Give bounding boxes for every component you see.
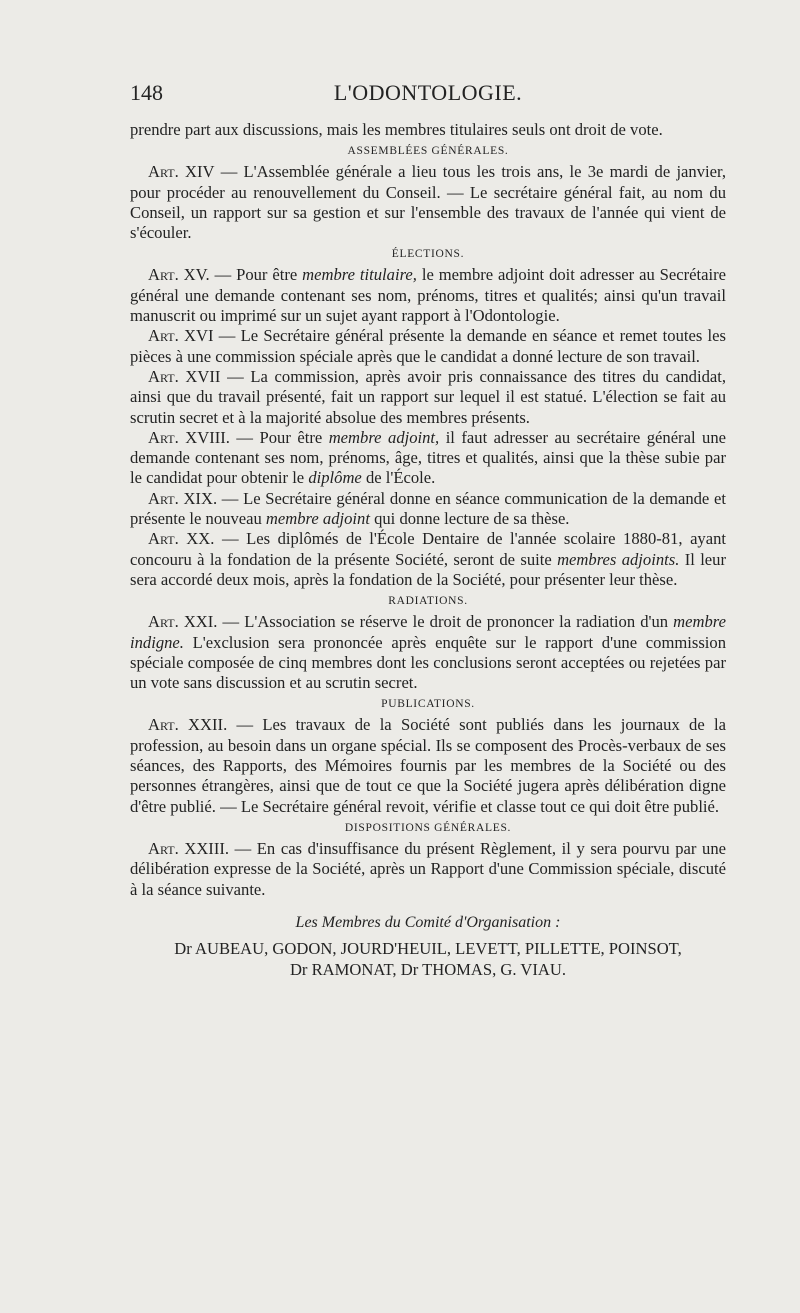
article-text: — En cas d'insuffisance du présent Règlement, il y sera pourvu par une délibération expresse de la Société, après un Rapport d'une Commission spéciale, discuté à la séance suivante. <box>130 838 726 899</box>
section-heading: DISPOSITIONS GÉNÉRALES. <box>344 821 512 834</box>
article-label: Art. XIX. <box>148 488 218 508</box>
article-text: le membre adjoint doit adresser au Secrétaire général une demande contenant ses nom, prénoms, titres et qualités; ainsi qu'un travail manuscrit ou imprimé sur un sujet ayant rapport à l'Odontologie. <box>130 265 727 326</box>
signature-line: Les Membres du Comité d'Organisation : <box>295 913 561 931</box>
article-text: — La commission, après avoir pris connaissance des titres du candidat, ainsi que du travail présenté, fait un rapport sur lequel il est statué. L'élection se fait au scrutin secret et à la majorité absolue des membres présents. <box>130 366 726 427</box>
italic-term: diplôme <box>308 468 362 488</box>
article-paragraph <box>130 326 726 367</box>
running-title: L'ODONTOLOGIE. <box>333 80 523 105</box>
signatories-line-1: Dr AUBEAU, GODON, JOURD'HEUIL, LEVETT, PILLETTE, POINSOT, <box>174 938 682 958</box>
article-label: Art. XVI <box>148 326 214 346</box>
article-text: — Pour être <box>209 265 303 285</box>
article-text: — Les diplômés de l'École Dentaire de l'année scolaire 1880-81, ayant concouru à la fondation de la présente Société, seront de suite <box>130 529 726 569</box>
article-label: Art. XVIII. <box>148 427 230 447</box>
article-text: — Les travaux de la Société sont publiés dans les journaux de la profession, au besoin dans un organe spécial. Ils se composent des Procès-verbaux de ses séances, des Rapports, des Mémoires fournis par les membres de la Société ou des personnes étrangères, ainsi que de tout ce que la Société jugera après délibération digne d'être publié. — Le Secrétaire général revoit, vérifie et classe tout ce qui doit être publié. <box>130 715 726 816</box>
section-heading: PUBLICATIONS. <box>381 698 475 711</box>
italic-term: membre titulaire, <box>302 265 417 285</box>
article-text: — Pour être <box>229 427 329 447</box>
article-text: il faut adresser au secrétaire général une demande contenant ses nom, prénoms, âge, titres et qualités, ainsi que la thèse subie par le candidat pour obtenir le <box>130 427 727 488</box>
article-label: Art. XXII. <box>148 715 228 735</box>
article-paragraph <box>130 162 726 243</box>
intro-paragraph: prendre part aux discussions, mais les membres titulaires seuls ont droit de vote. <box>130 120 663 139</box>
section-heading: RADIATIONS. <box>388 595 468 608</box>
article-paragraph <box>130 489 726 530</box>
article-paragraph <box>130 428 726 489</box>
article-text: — L'Association se réserve le droit de prononcer la radiation d'un <box>217 612 674 632</box>
article-label: Art. XX. <box>148 529 215 549</box>
article-text: L'exclusion sera prononcée après enquête sur le rapport d'une commission spéciale composée de cinq membres dont les conclusions seront acceptées ou rejetées par un vote sans discussion et au scrutin secret. <box>130 632 726 693</box>
article-text: qui donne lecture de sa thèse. <box>369 509 570 529</box>
article-text: Il leur sera accordé deux mois, après la fondation de la Société, pour présenter leur thèse. <box>130 549 726 589</box>
article-text: — L'Assemblée générale a lieu tous les trois ans, le 3e mardi de janvier, pour procéder au renouvellement du Conseil. — Le secrétaire général fait, au nom du Conseil, un rapport sur sa gestion et sur l'ensemble des travaux de l'année qui vient de s'écouler. <box>130 162 726 243</box>
signatories <box>130 938 726 980</box>
article-paragraph <box>130 715 726 816</box>
section-heading: ÉLECTIONS. <box>391 248 465 261</box>
section-heading: ASSEMBLÉES GÉNÉRALES. <box>347 145 509 158</box>
page-header <box>130 80 726 110</box>
italic-term: membre adjoint, <box>328 427 440 447</box>
article-text: de l'École. <box>361 468 436 488</box>
article-paragraph <box>130 612 726 693</box>
article-label: Art. XXI. <box>148 612 218 632</box>
article-paragraph <box>130 839 726 900</box>
italic-term: membres adjoints. <box>557 549 680 569</box>
italic-term: membre adjoint <box>265 509 370 529</box>
signatories-line-2: Dr RAMONAT, Dr THOMAS, G. VIAU. <box>289 959 567 979</box>
article-paragraph <box>130 367 726 428</box>
article-text: — Le Secrétaire général présente la demande en séance et remet toutes les pièces à une commission spéciale après que le candidat a donné lecture de son travail. <box>130 326 726 366</box>
article-label: Art. XIV <box>148 162 215 182</box>
article-text: — Le Secrétaire général donne en séance communication de la demande et présente le nouveau <box>130 488 726 529</box>
article-paragraph <box>130 529 726 590</box>
article-label: Art. XV. <box>148 265 210 285</box>
sections <box>130 143 726 900</box>
body-text <box>130 120 726 980</box>
page-number: 148 <box>130 80 163 105</box>
article-label: Art. XVII <box>148 366 221 386</box>
article-label: Art. XXIII. <box>148 838 230 858</box>
italic-term: membre indigne. <box>130 612 726 652</box>
article-paragraph <box>130 265 726 326</box>
